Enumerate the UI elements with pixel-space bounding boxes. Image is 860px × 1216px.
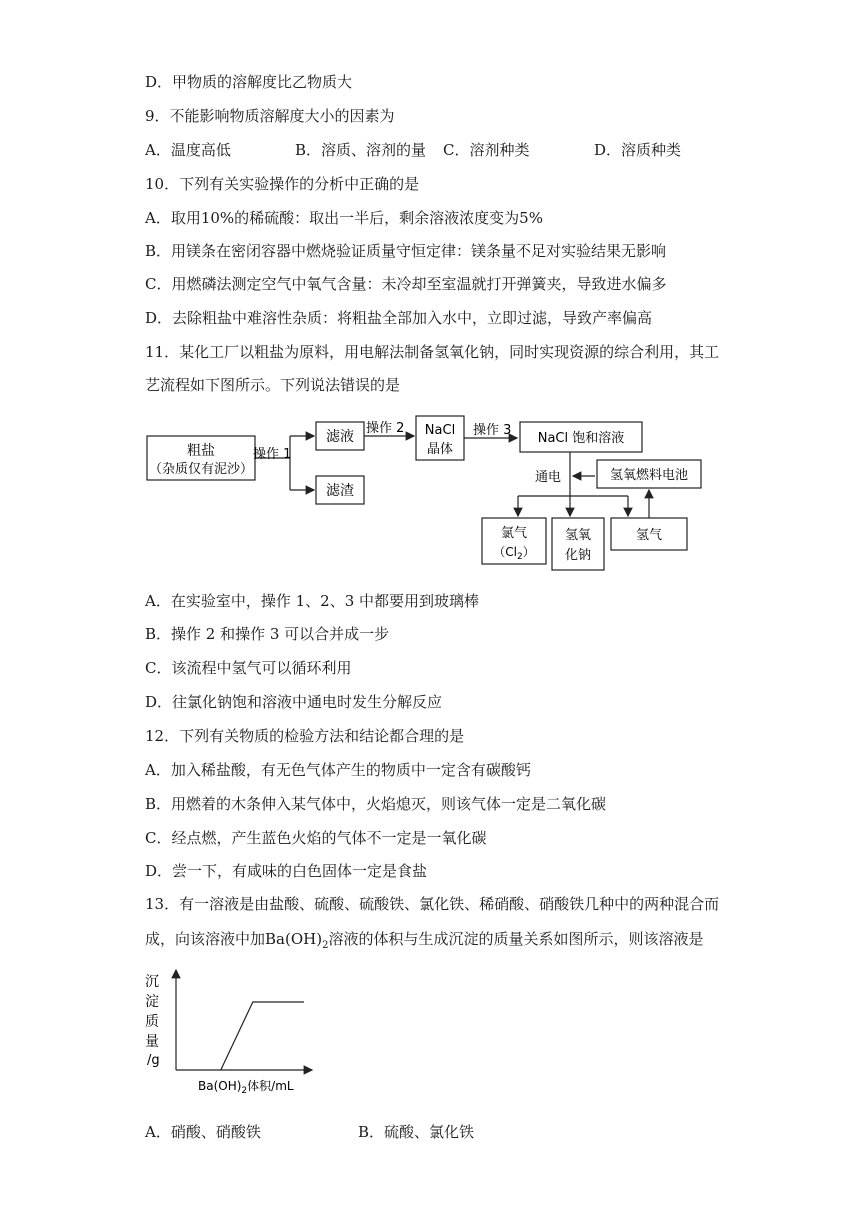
naoh-label-2: 化钠 [564, 548, 592, 563]
q8-option-d: D．甲物质的溶解度比乙物质大 [145, 73, 353, 91]
q11-stem-line2: 艺流程如下图所示。下列说法错误的是 [145, 376, 401, 394]
q13-formula: Ba(OH) [265, 930, 323, 948]
q9-option-d: D．溶质种类 [594, 141, 682, 159]
process-flow-diagram [140, 408, 710, 578]
q11-option-b: B．操作 2 和操作 3 可以合并成一步 [145, 625, 390, 643]
q13-formula-sub: 2 [322, 940, 329, 951]
y-label-char-3: 质 [145, 1014, 159, 1030]
operation-2-label: 操作 2 [366, 421, 405, 436]
q12-option-b: B．用燃着的木条伸入某气体中，火焰熄灭，则该气体一定是二氧化碳 [145, 795, 607, 813]
precipitate-graph [140, 962, 320, 1102]
q13-stem-line2 [145, 929, 703, 956]
q9-option-c: C．溶剂种类 [443, 141, 530, 159]
q9-option-a: A．温度高低 [145, 141, 231, 159]
precipitate-series-line [221, 1002, 304, 1070]
operation-1-label: 操作 1 [253, 447, 292, 462]
y-axis-unit: /g [147, 1053, 160, 1068]
y-label-char-1: 沉 [145, 974, 159, 990]
y-label-char-2: 淀 [145, 994, 159, 1010]
hydrogen-label: 氢气 [635, 528, 663, 543]
q10-stem: 10．下列有关实验操作的分析中正确的是 [145, 175, 420, 193]
q13-stem-text-b: 溶液的体积与生成沉淀的质量关系如图所示，则该溶液是 [328, 930, 704, 948]
chlorine-label: 氯气 [500, 526, 528, 541]
crude-salt-note: （杂质仅有泥沙） [148, 462, 254, 477]
q12-stem: 12．下列有关物质的检验方法和结论都合理的是 [145, 727, 465, 745]
q12-option-d: D．尝一下，有咸味的白色固体一定是食盐 [145, 862, 428, 880]
residue-label: 滤渣 [326, 483, 354, 499]
naoh-label-1: 氢氧 [564, 528, 592, 543]
q11-option-a: A．在实验室中，操作 1、2、3 中都要用到玻璃棒 [145, 592, 480, 610]
q10-option-d: D．去除粗盐中难溶性杂质：将粗盐全部加入水中，立即过滤，导致产率偏高 [145, 309, 653, 327]
chlorine-formula: $(Cl_2)$ [493, 545, 535, 562]
q10-option-a: A．取用10%的稀硫酸：取出一半后，剩余溶液浓度变为5% [145, 209, 543, 227]
q11-stem-line1: 11．某化工厂以粗盐为原料，用电解法制备氢氧化钠，同时实现资源的综合利用，其工 [145, 343, 720, 361]
crude-salt-label: 粗盐 [187, 443, 215, 459]
operation-3-label: 操作 3 [473, 423, 512, 438]
q13-stem-text-a: 成，向该溶液中加 [145, 930, 266, 948]
q12-option-a: A．加入稀盐酸，有无色气体产生的物质中一定含有碳酸钙 [145, 761, 531, 779]
q11-option-d: D．往氯化钠饱和溶液中通电时发生分解反应 [145, 693, 443, 711]
q9-option-b: B．溶质、溶剂的量 [295, 141, 427, 159]
filtrate-label: 滤液 [326, 429, 354, 445]
q10-option-b: B．用镁条在密闭容器中燃烧验证质量守恒定律：镁条量不足对实验结果无影响 [145, 242, 667, 260]
y-axis-label [145, 974, 159, 1050]
y-label-char-4: 量 [145, 1034, 159, 1050]
nacl-crystal-label-1: NaCl [424, 423, 456, 438]
nacl-saturated-label: NaCl 饱和溶液 [537, 431, 625, 446]
q10-option-c: C．用燃磷法测定空气中氧气含量：未冷却至室温就打开弹簧夹，导致进水偏多 [145, 275, 667, 293]
x-axis-label: $Ba(OH)_2$体积/mL [198, 1079, 294, 1096]
q11-option-c: C．该流程中氢气可以循环利用 [145, 659, 352, 677]
q9-stem: 9．不能影响物质溶解度大小的因素为 [145, 107, 395, 125]
q13-option-a: A．硝酸、硝酸铁 [145, 1123, 261, 1141]
nacl-crystal-label-2: 晶体 [426, 442, 454, 457]
electrolysis-label: 通电 [535, 470, 562, 485]
q13-stem-line1: 13．有一溶液是由盐酸、硫酸、硫酸铁、氯化铁、稀硝酸、硝酸铁几种中的两种混合而 [145, 895, 720, 913]
q13-option-b: B．硫酸、氯化铁 [358, 1123, 475, 1141]
fuel-cell-label: 氢氧燃料电池 [609, 468, 689, 483]
q12-option-c: C．经点燃，产生蓝色火焰的气体不一定是一氧化碳 [145, 829, 487, 847]
